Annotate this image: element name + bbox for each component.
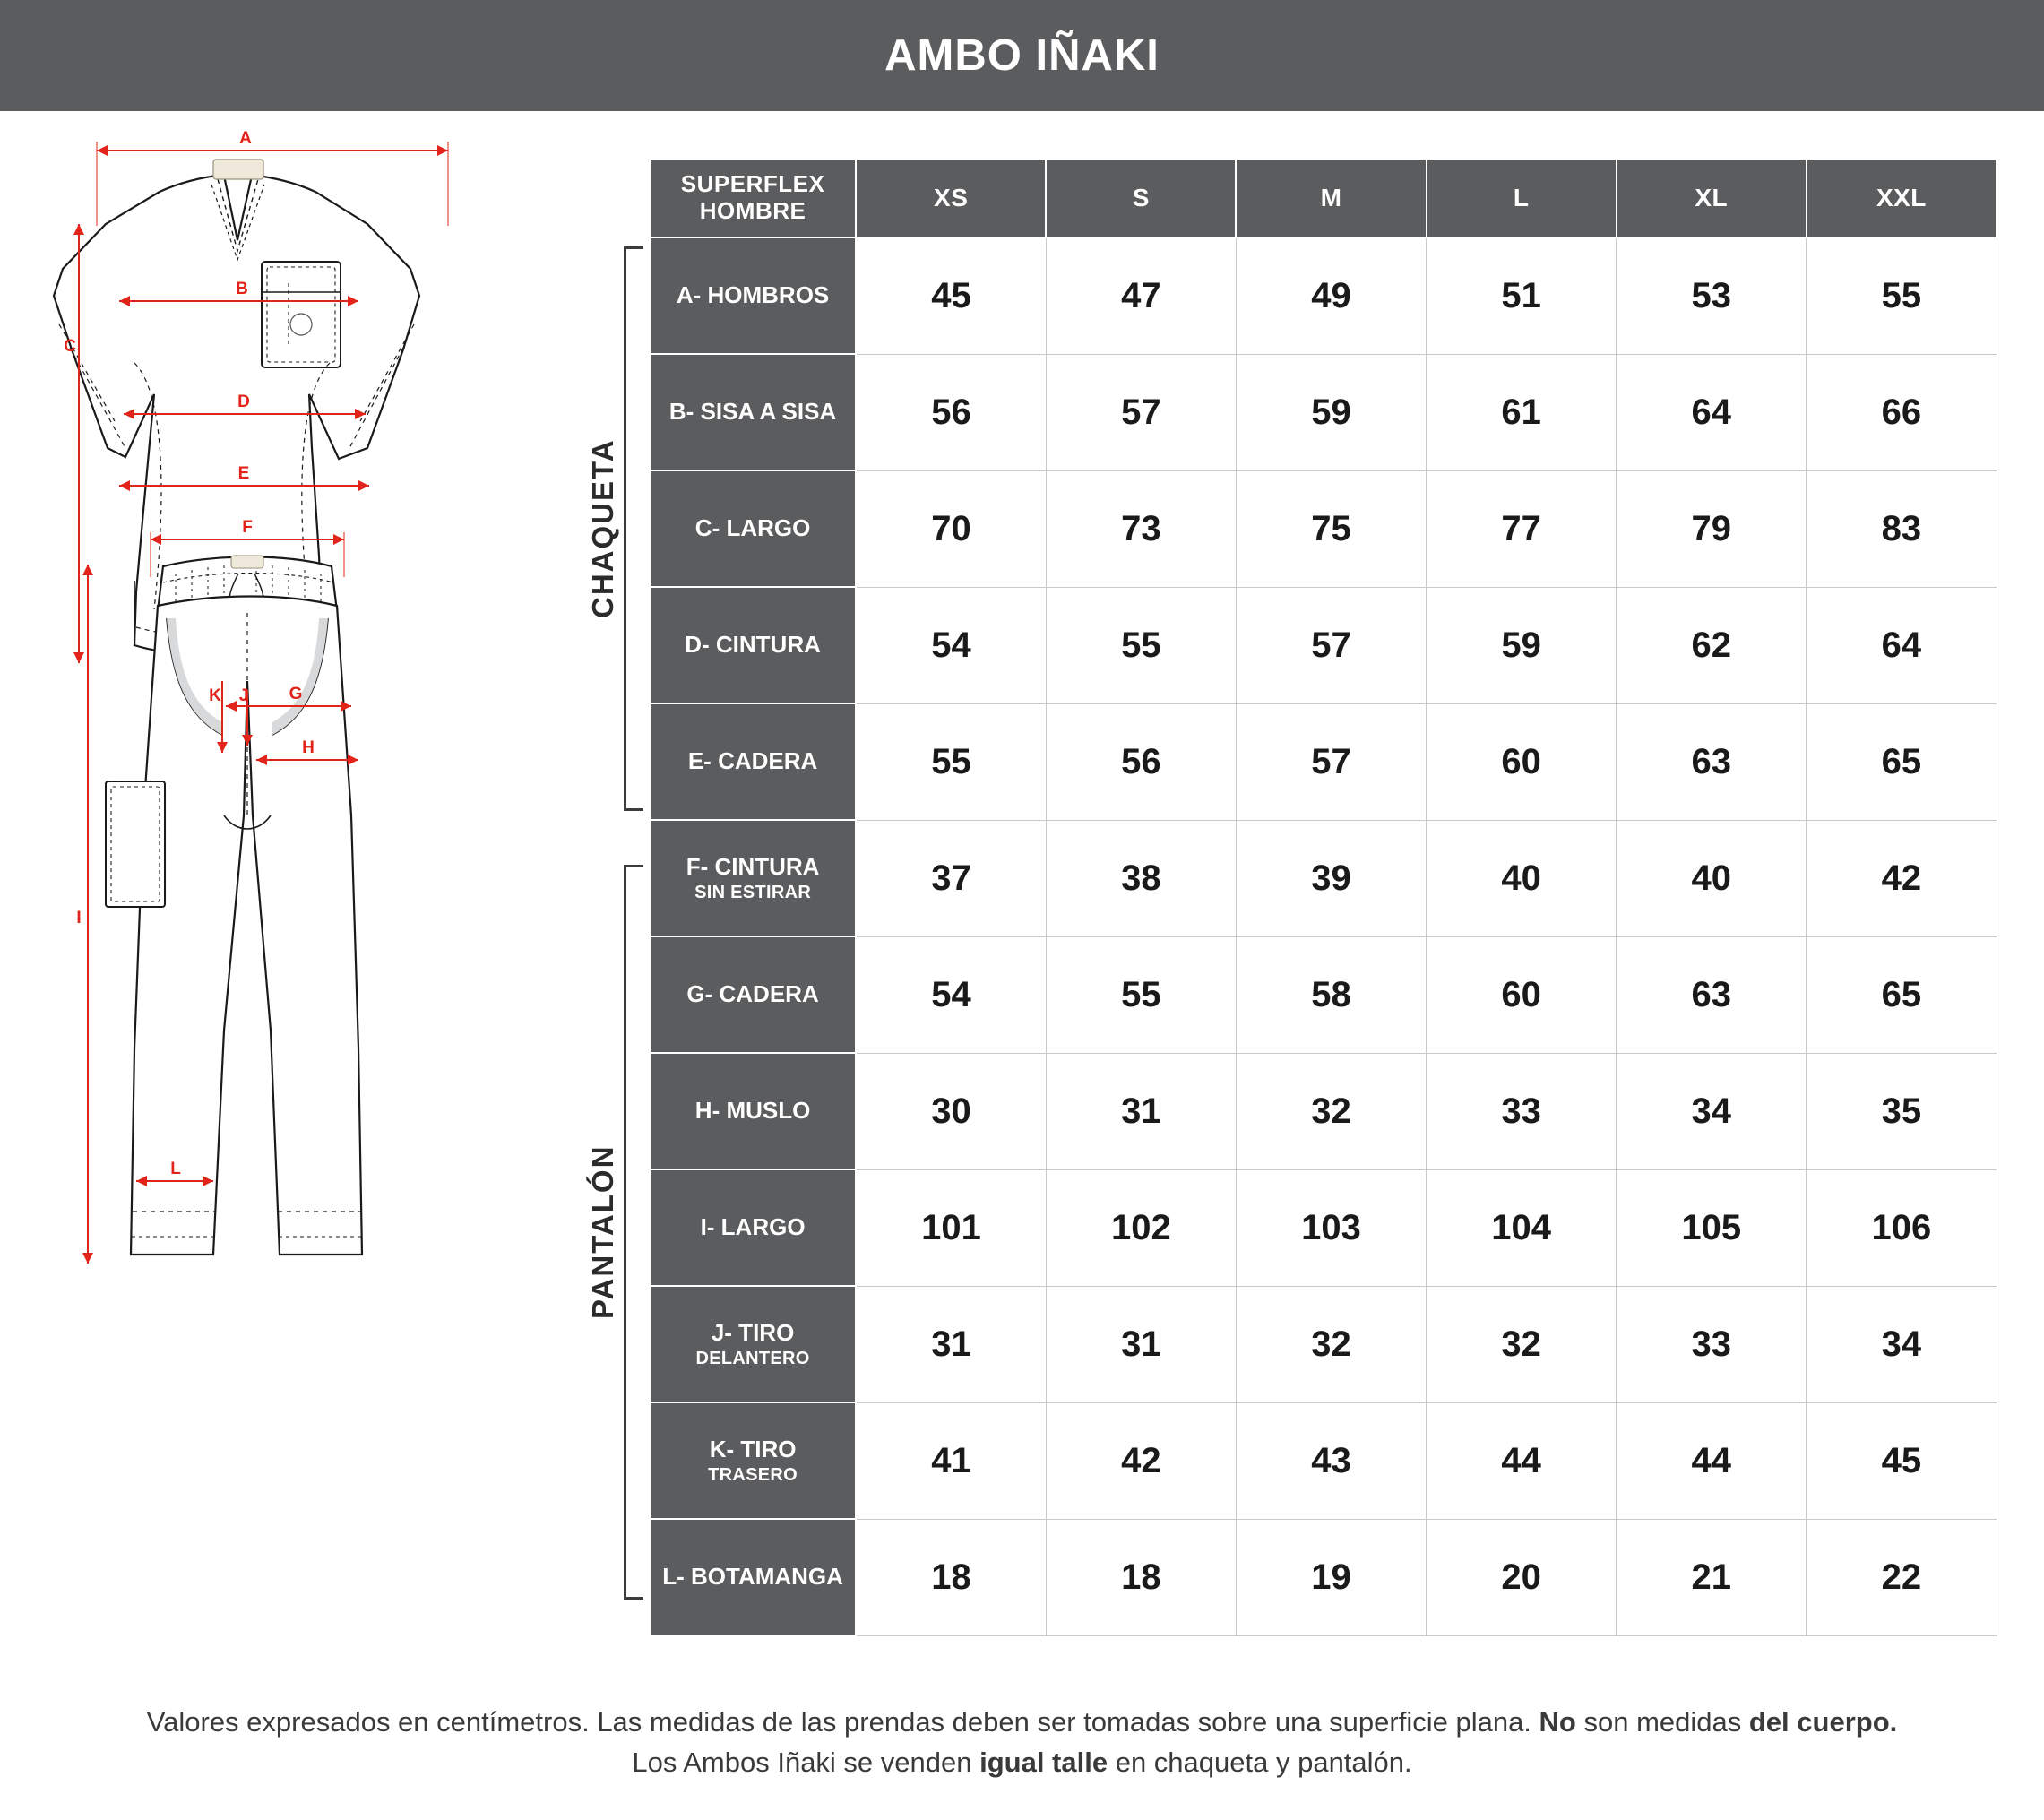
- cell-l-xxl: 22: [1807, 1519, 1997, 1635]
- cell-e-m: 57: [1236, 703, 1426, 820]
- table-row: [650, 470, 1997, 587]
- row-label-text: G- CADERA: [686, 980, 819, 1008]
- svg-text:J: J: [238, 686, 249, 705]
- cell-b-xs: 56: [856, 354, 1046, 470]
- cell-f-xs: 37: [856, 820, 1046, 936]
- table-corner-header: [650, 159, 856, 237]
- garment-illustrations: [0, 125, 627, 1729]
- row-label-l-botamanga: [650, 1519, 856, 1635]
- table-header-row: [650, 159, 1997, 237]
- table-row: [650, 237, 1997, 354]
- cell-a-s: 47: [1046, 237, 1236, 354]
- table-row: [650, 703, 1997, 820]
- cell-l-m: 19: [1236, 1519, 1426, 1635]
- table-row: [650, 1402, 1997, 1519]
- cell-k-xxl: 45: [1807, 1402, 1997, 1519]
- row-label-k-tiro-trasero: [650, 1402, 856, 1519]
- size-header-xxl: XXL: [1807, 159, 1997, 237]
- table-row: [650, 1053, 1997, 1169]
- svg-text:K: K: [209, 686, 221, 705]
- group-label-chaqueta: CHAQUETA: [586, 438, 619, 619]
- cell-d-xxl: 64: [1807, 587, 1997, 703]
- svg-text:G: G: [289, 685, 303, 703]
- cell-j-s: 31: [1046, 1286, 1236, 1402]
- page-title: AMBO IÑAKI: [884, 31, 1160, 80]
- footer-text-1a: Valores expresados en centímetros. Las medidas de las prendas deben ser tomadas sobre una superficie plana.: [146, 1706, 1539, 1738]
- cell-l-s: 18: [1046, 1519, 1236, 1635]
- size-table-wrapper: [649, 158, 1997, 1636]
- cell-h-l: 33: [1427, 1053, 1617, 1169]
- corner-line-2: HOMBRE: [699, 197, 806, 224]
- row-label-a-hombros: [650, 237, 856, 354]
- cell-d-xl: 62: [1617, 587, 1807, 703]
- cell-c-l: 77: [1427, 470, 1617, 587]
- cell-h-xs: 30: [856, 1053, 1046, 1169]
- footer-bold-igual-talle: igual talle: [979, 1746, 1108, 1778]
- cell-f-s: 38: [1046, 820, 1236, 936]
- cell-i-l: 104: [1427, 1169, 1617, 1286]
- illustration-svg: [0, 125, 627, 1729]
- cell-b-xl: 64: [1617, 354, 1807, 470]
- cell-f-xl: 40: [1617, 820, 1807, 936]
- corner-line-1: SUPERFLEX: [680, 170, 825, 198]
- cell-k-xs: 41: [856, 1402, 1046, 1519]
- svg-text:L: L: [170, 1160, 181, 1178]
- row-label-text: H- MUSLO: [694, 1097, 811, 1125]
- row-label-text: J- TIRO: [711, 1319, 795, 1347]
- row-label-text: A- HOMBROS: [676, 281, 830, 309]
- svg-text:D: D: [237, 392, 250, 411]
- table-row: [650, 820, 1997, 936]
- table-row: [650, 1286, 1997, 1402]
- row-label-h-muslo: [650, 1053, 856, 1169]
- cell-g-s: 55: [1046, 936, 1236, 1053]
- svg-text:A: A: [239, 129, 252, 148]
- row-label-b-sisa-a-sisa: [650, 354, 856, 470]
- cell-a-xs: 45: [856, 237, 1046, 354]
- cell-h-m: 32: [1236, 1053, 1426, 1169]
- cell-k-l: 44: [1427, 1402, 1617, 1519]
- cell-a-m: 49: [1236, 237, 1426, 354]
- cell-e-s: 56: [1046, 703, 1236, 820]
- table-row: [650, 587, 1997, 703]
- bracket-pantalon: [624, 865, 643, 1600]
- cell-g-l: 60: [1427, 936, 1617, 1053]
- cell-i-s: 102: [1046, 1169, 1236, 1286]
- group-label-pantalon: PANTALÓN: [586, 1144, 619, 1320]
- row-label-sub: SIN ESTIRAR: [694, 882, 812, 902]
- footer-text-1b: son medidas: [1575, 1706, 1749, 1738]
- cell-h-xxl: 35: [1807, 1053, 1997, 1169]
- cell-k-xl: 44: [1617, 1402, 1807, 1519]
- cell-d-xs: 54: [856, 587, 1046, 703]
- cell-a-l: 51: [1427, 237, 1617, 354]
- cell-d-l: 59: [1427, 587, 1617, 703]
- table-row: [650, 1519, 1997, 1635]
- cell-g-xxl: 65: [1807, 936, 1997, 1053]
- page-header: [0, 0, 2044, 111]
- row-label-text: D- CINTURA: [685, 631, 821, 659]
- cell-j-xs: 31: [856, 1286, 1046, 1402]
- bracket-chaqueta: [624, 246, 643, 811]
- cell-e-xxl: 65: [1807, 703, 1997, 820]
- cell-k-s: 42: [1046, 1402, 1236, 1519]
- cell-c-xl: 79: [1617, 470, 1807, 587]
- cell-j-m: 32: [1236, 1286, 1426, 1402]
- row-label-sub: TRASERO: [708, 1464, 798, 1485]
- row-label-text: I- LARGO: [700, 1213, 806, 1241]
- cell-c-s: 73: [1046, 470, 1236, 587]
- row-label-text: B- SISA A SISA: [668, 398, 837, 426]
- cell-k-m: 43: [1236, 1402, 1426, 1519]
- row-label-c-largo: [650, 470, 856, 587]
- cell-i-m: 103: [1236, 1169, 1426, 1286]
- cell-e-xl: 63: [1617, 703, 1807, 820]
- cell-i-xxl: 106: [1807, 1169, 1997, 1286]
- row-label-sub: DELANTERO: [695, 1348, 810, 1368]
- cell-l-xl: 21: [1617, 1519, 1807, 1635]
- cell-f-xxl: 42: [1807, 820, 1997, 936]
- table-row: [650, 1169, 1997, 1286]
- cell-h-s: 31: [1046, 1053, 1236, 1169]
- cell-l-l: 20: [1427, 1519, 1617, 1635]
- svg-text:F: F: [242, 518, 253, 537]
- cell-a-xl: 53: [1617, 237, 1807, 354]
- size-header-s: S: [1046, 159, 1236, 237]
- pants-drawing: [106, 556, 362, 1255]
- cell-b-l: 61: [1427, 354, 1617, 470]
- cell-c-xxl: 83: [1807, 470, 1997, 587]
- cell-j-l: 32: [1427, 1286, 1617, 1402]
- svg-text:I: I: [76, 909, 82, 927]
- svg-text:B: B: [236, 280, 248, 298]
- row-label-f-cintura-sin-estirar: [650, 820, 856, 936]
- footer-text-2b: en chaqueta y pantalón.: [1108, 1746, 1412, 1778]
- group-labels: [565, 157, 636, 1671]
- table-row: [650, 354, 1997, 470]
- cell-b-m: 59: [1236, 354, 1426, 470]
- cell-j-xl: 33: [1617, 1286, 1807, 1402]
- cell-j-xxl: 34: [1807, 1286, 1997, 1402]
- row-label-text: K- TIRO: [709, 1436, 797, 1463]
- svg-text:H: H: [302, 738, 315, 757]
- cell-c-m: 75: [1236, 470, 1426, 587]
- row-label-text: E- CADERA: [687, 747, 818, 775]
- footer-text-2a: Los Ambos Iñaki se venden: [632, 1746, 980, 1778]
- cell-i-xs: 101: [856, 1169, 1046, 1286]
- footer-note: [0, 1703, 2044, 1783]
- size-header-l: L: [1427, 159, 1617, 237]
- cell-a-xxl: 55: [1807, 237, 1997, 354]
- size-table: [649, 158, 1997, 1636]
- cell-c-xs: 70: [856, 470, 1046, 587]
- row-label-j-tiro-delantero: [650, 1286, 856, 1402]
- row-label-e-cadera: [650, 703, 856, 820]
- svg-text:E: E: [237, 464, 250, 483]
- cell-e-l: 60: [1427, 703, 1617, 820]
- row-label-text: C- LARGO: [694, 514, 811, 542]
- row-label-i-largo: [650, 1169, 856, 1286]
- cell-l-xs: 18: [856, 1519, 1046, 1635]
- cell-g-xs: 54: [856, 936, 1046, 1053]
- svg-text:C: C: [64, 337, 76, 356]
- cell-g-xl: 63: [1617, 936, 1807, 1053]
- size-header-xs: XS: [856, 159, 1046, 237]
- footer-line-2: [0, 1743, 2044, 1783]
- cell-b-s: 57: [1046, 354, 1236, 470]
- row-label-text: F- CINTURA: [686, 853, 820, 881]
- cell-g-m: 58: [1236, 936, 1426, 1053]
- size-header-xl: XL: [1617, 159, 1807, 237]
- cell-f-l: 40: [1427, 820, 1617, 936]
- size-header-m: M: [1236, 159, 1426, 237]
- cell-i-xl: 105: [1617, 1169, 1807, 1286]
- cell-b-xxl: 66: [1807, 354, 1997, 470]
- cell-d-s: 55: [1046, 587, 1236, 703]
- row-label-g-cadera: [650, 936, 856, 1053]
- row-label-text: L- BOTAMANGA: [662, 1563, 843, 1591]
- cell-e-xs: 55: [856, 703, 1046, 820]
- row-label-d-cintura: [650, 587, 856, 703]
- cell-f-m: 39: [1236, 820, 1426, 936]
- footer-line-1: [0, 1703, 2044, 1743]
- footer-bold-no: No: [1539, 1706, 1576, 1738]
- cell-d-m: 57: [1236, 587, 1426, 703]
- cell-h-xl: 34: [1617, 1053, 1807, 1169]
- table-row: [650, 936, 1997, 1053]
- footer-bold-cuerpo: del cuerpo.: [1748, 1706, 1898, 1738]
